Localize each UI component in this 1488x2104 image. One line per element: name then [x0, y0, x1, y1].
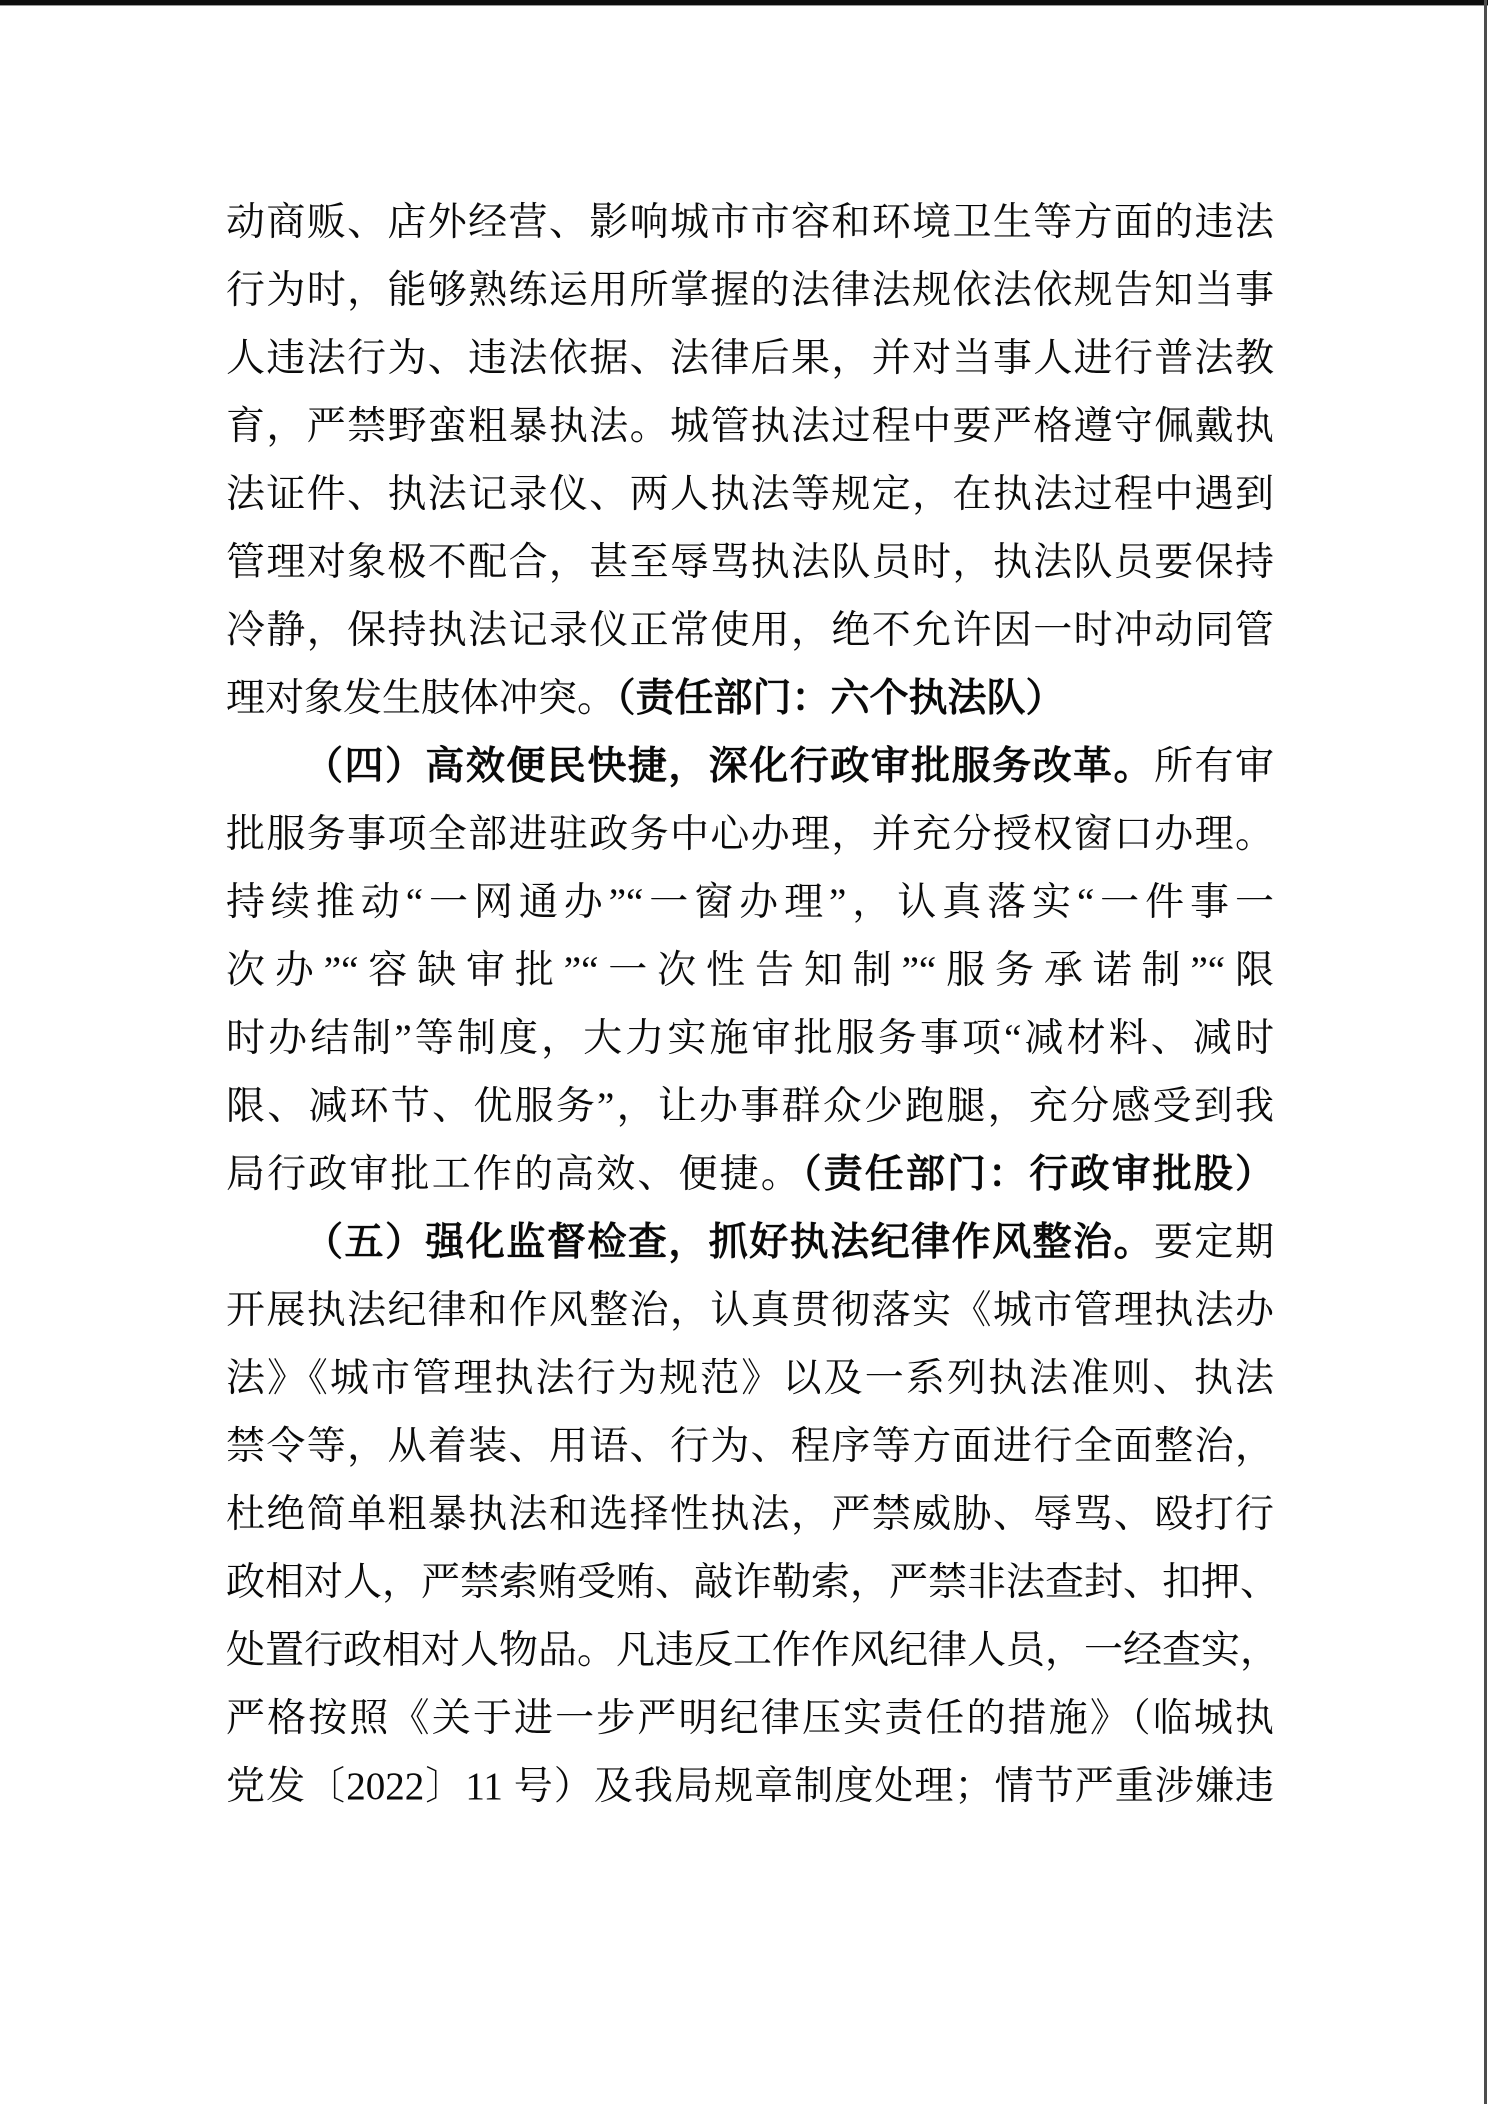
text-line	[226, 937, 1274, 1005]
text-line	[226, 733, 1274, 801]
text-line	[226, 1209, 1274, 1277]
text-segment: 育，严禁野蛮粗暴执法。城管执法过程中要严格遵守佩戴执	[226, 405, 1274, 448]
text-segment: 法》《城市管理执法行为规范》以及一系列执法准则、执法	[226, 1357, 1274, 1400]
text-segment: 人违法行为、违法依据、法律后果，并对当事人进行普法教	[226, 337, 1274, 380]
text-segment: 开展执法纪律和作风整治，认真贯彻落实《城市管理执法办	[226, 1289, 1274, 1332]
text-segment: 行为时，能够熟练运用所掌握的法律法规依法依规告知当事	[226, 269, 1274, 312]
text-segment: 批服务事项全部进驻政务中心办理，并充分授权窗口办理。	[226, 813, 1274, 856]
text-segment: 次办”“容缺审批”“一次性告知制”“服务承诺制”“限	[226, 949, 1274, 992]
text-line	[226, 869, 1274, 937]
text-line	[226, 1481, 1274, 1549]
text-segment: 处置行政相对人物品。凡违反工作作风纪律人员，一经查实，	[226, 1629, 1280, 1672]
text-line	[226, 1753, 1274, 1821]
text-segment: 时办结制”等制度，大力实施审批服务事项“减材料、减时	[226, 1017, 1274, 1060]
text-segment: 政相对人，严禁索贿受贿、敲诈勒索，严禁非法查封、扣押、	[226, 1561, 1280, 1604]
text-segment: 法证件、执法记录仪、两人执法等规定，在执法过程中遇到	[226, 473, 1274, 516]
text-line	[226, 801, 1274, 869]
bold-text-segment: （责任部门：行政审批股）	[801, 1153, 1274, 1196]
text-line	[226, 1617, 1280, 1685]
text-segment: 严格按照《关于进一步严明纪律压实责任的措施》（临城执	[226, 1697, 1274, 1740]
text-segment: 禁令等，从着装、用语、行为、程序等方面进行全面整治，	[226, 1425, 1274, 1468]
text-line	[226, 1685, 1274, 1753]
text-line	[226, 189, 1274, 257]
text-segment: 党发〔2022〕11 号）及我局规章制度处理；情节严重涉嫌违	[226, 1765, 1274, 1808]
text-line	[226, 597, 1274, 665]
text-line	[226, 1413, 1274, 1481]
text-segment: 动商贩、店外经营、影响城市市容和环境卫生等方面的违法	[226, 201, 1274, 244]
text-line	[226, 1549, 1280, 1617]
text-segment: 局行政审批工作的高效、便捷。	[226, 1153, 802, 1196]
text-segment: 理对象发生肢体冲突。	[226, 677, 617, 720]
bold-text-segment: （四）高效便民快捷，深化行政审批服务改革。	[304, 745, 1155, 788]
text-line	[226, 325, 1274, 393]
text-line	[226, 257, 1274, 325]
text-segment: 持续推动“一网通办”“一窗办理”，认真落实“一件事一	[226, 881, 1274, 924]
text-line	[226, 1345, 1274, 1413]
document-body	[226, 189, 1280, 1821]
scan-right-edge	[1484, 0, 1487, 2104]
text-segment: 所有审	[1154, 745, 1274, 788]
text-line	[226, 461, 1274, 529]
bold-text-segment: （五）强化监督检查，抓好执法纪律作风整治。	[304, 1221, 1155, 1264]
text-line	[226, 1005, 1274, 1073]
text-segment: 管理对象极不配合，甚至辱骂执法队员时，执法队员要保持	[226, 541, 1274, 584]
text-segment: 限、减环节、优服务”，让办事群众少跑腿，充分感受到我	[226, 1085, 1274, 1128]
text-segment: 杜绝简单粗暴执法和选择性执法，严禁威胁、辱骂、殴打行	[226, 1493, 1274, 1536]
text-line	[226, 1277, 1274, 1345]
text-line	[226, 665, 1274, 733]
text-segment: 要定期	[1154, 1221, 1274, 1264]
text-segment: 冷静，保持执法记录仪正常使用，绝不允许因一时冲动同管	[226, 609, 1274, 652]
text-line	[226, 393, 1274, 461]
text-line	[226, 529, 1274, 597]
bold-text-segment: （责任部门：六个执法队）	[616, 677, 1065, 720]
text-line	[226, 1141, 1274, 1209]
scan-top-edge	[0, 0, 1488, 6]
text-line	[226, 1073, 1274, 1141]
